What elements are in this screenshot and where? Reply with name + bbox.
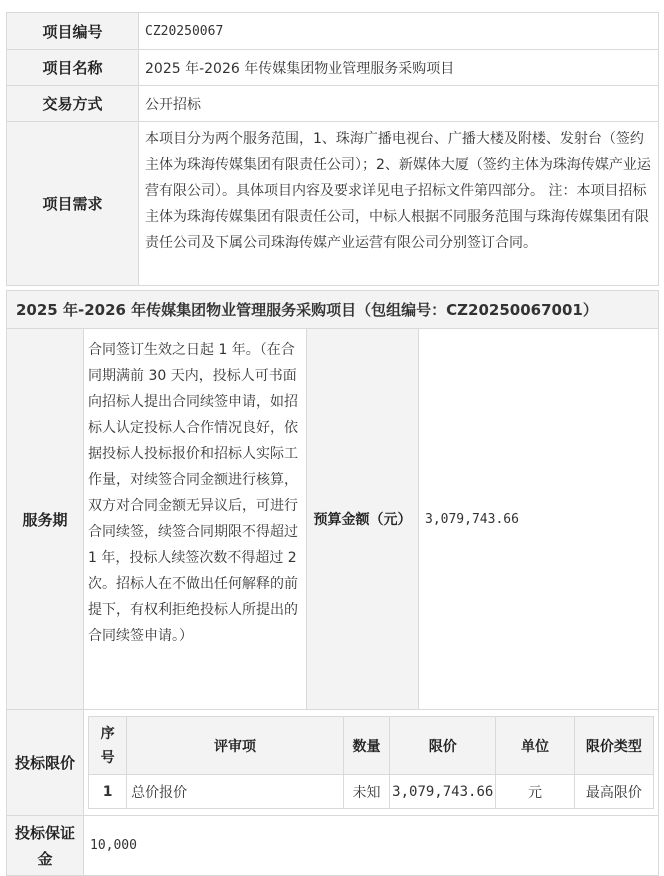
price-limit-cell	[84, 710, 659, 816]
header-unit: 单位	[496, 717, 574, 775]
header-limit-type: 限价类型	[574, 717, 653, 775]
requirement-value: 本项目分为两个服务范围，1、珠海广播电视台、广播大楼及附楼、发射台（签约主体为珠海传媒集团有限责任公司）；2、新媒体大厦（签约主体为珠海传媒产业运营有限公司）。具体项目内容及要求详见电子招标文件第四部分。 注：本项目招标主体为珠海传媒集团有限责任公司，中标人根据不同服务范围与珠海传媒集团有限责任公司及下属公司珠海传媒产业运营有限公司分别签订合同。	[139, 122, 659, 286]
header-limit-price: 限价	[390, 717, 496, 775]
project-no-value: CZ20250067	[139, 13, 659, 50]
price-limit-label: 投标限价	[7, 710, 84, 816]
table-row	[89, 775, 654, 809]
service-period-value: 合同签订生效之日起 1 年。（在合同期满前 30 天内，投标人可书面向招标人提出合同续签申请，如招标人认定投标人合作情况良好，依据投标人投标报价和招标人实际工作量，对续签合同金额进行核算，双方对合同金额无异议后，可进行合同续签，续签合同期限不得超过 1 年，投标人续签次数不得超过 2 次。招标人在不做出任何解释的前提下，有权利拒绝投标人所提出的合同续签申请。）	[84, 329, 307, 710]
trade-method-label: 交易方式	[7, 86, 139, 122]
package-table	[6, 290, 659, 876]
project-name-value: 2025 年-2026 年传媒集团物业管理服务采购项目	[139, 50, 659, 86]
row-unit: 元	[496, 775, 574, 809]
row-limit-type: 最高限价	[574, 775, 653, 809]
row-quantity: 未知	[343, 775, 389, 809]
trade-method-value: 公开招标	[139, 86, 659, 122]
project-name-label: 项目名称	[7, 50, 139, 86]
price-limit-table	[88, 716, 654, 809]
row-seq: 1	[89, 775, 127, 809]
header-review-item: 评审项	[127, 717, 344, 775]
project-no-label: 项目编号	[7, 13, 139, 50]
header-seq: 序号	[89, 717, 127, 775]
row-review-item: 总价报价	[127, 775, 344, 809]
row-limit-price: 3,079,743.66	[390, 775, 496, 809]
project-info-table	[6, 12, 659, 286]
deposit-label: 投标保证金	[7, 816, 84, 876]
budget-label: 预算金额（元）	[307, 329, 419, 710]
requirement-label: 项目需求	[7, 122, 139, 286]
package-title: 2025 年-2026 年传媒集团物业管理服务采购项目（包组编号：CZ20250067001）	[7, 291, 659, 329]
deposit-value: 10,000	[84, 816, 659, 876]
service-period-label: 服务期	[7, 329, 84, 710]
budget-value: 3,079,743.66	[419, 329, 659, 710]
header-quantity: 数量	[343, 717, 389, 775]
